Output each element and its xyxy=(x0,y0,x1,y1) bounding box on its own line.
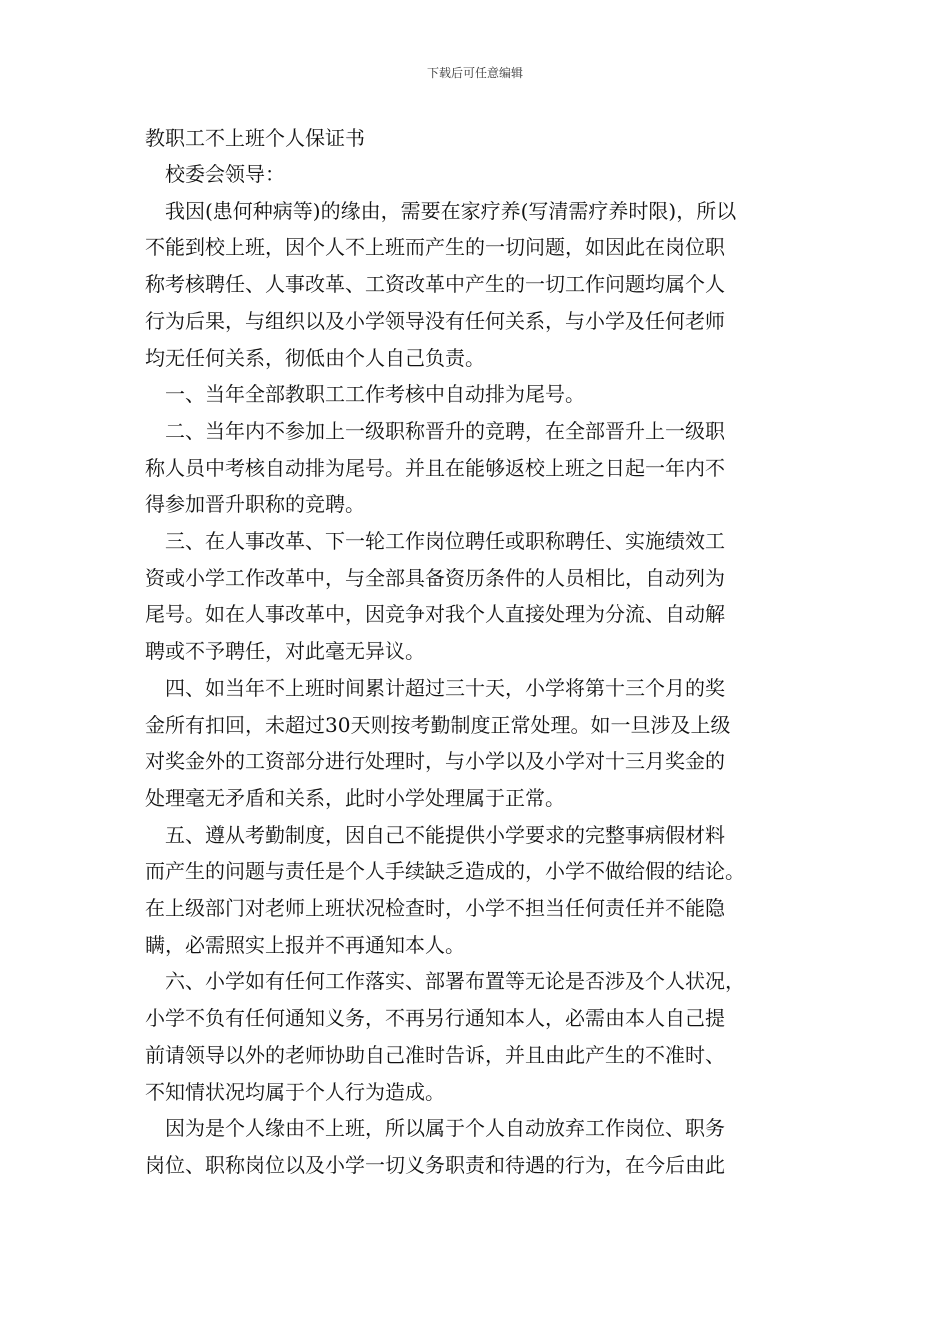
paragraph-line: 不知情状况均属于个人行为造成。 xyxy=(145,1079,445,1104)
paragraph-line: 尾号。如在人事改革中，因竞争对我个人直接处理为分流、自动解 xyxy=(145,602,725,627)
page-header: 下载后可任意编辑 xyxy=(426,66,523,80)
paragraph-line: 称人员中考核自动排为尾号。并且在能够返校上班之日起一年内不 xyxy=(145,455,725,480)
paragraph-line: 不能到校上班，因个人不上班而产生的一切问题，如因此在岗位职 xyxy=(145,235,725,260)
paragraph-2 xyxy=(145,376,810,413)
paragraph-7 xyxy=(145,963,810,1110)
paragraph-line: 资或小学工作改革中，与全部具备资历条件的人员相比，自动列为 xyxy=(145,565,725,590)
paragraph-line: 四、如当年不上班时间累计超过三十天，小学将第十三个月的奖 xyxy=(165,675,725,700)
paragraph-line: 在上级部门对老师上班状况检查时，小学不担当任何责任并不能隐 xyxy=(145,896,725,921)
paragraph-line: 聘或不予聘任，对此毫无异议。 xyxy=(145,639,425,664)
paragraph-1 xyxy=(145,193,810,377)
paragraph-line: 处理毫无矛盾和关系，此时小学处理属于正常。 xyxy=(145,785,565,810)
document-body xyxy=(145,120,810,1184)
paragraph-line: 三、在人事改革、下一轮工作岗位聘任或职称聘任、实施绩效工 xyxy=(165,529,725,554)
paragraph-line: 小学不负有任何通知义务，不再另行通知本人，必需由本人自己提 xyxy=(145,1006,725,1031)
paragraph-3 xyxy=(145,413,810,523)
paragraph-5 xyxy=(145,670,810,817)
paragraph-line: 因为是个人缘由不上班，所以属于个人自动放弃工作岗位、职务 xyxy=(165,1116,725,1141)
paragraph-line: 金所有扣回，未超过30天则按考勤制度正常处理。如一旦涉及上级 xyxy=(145,712,731,737)
paragraph-6 xyxy=(145,817,810,964)
paragraph-line: 得参加晋升职称的竞聘。 xyxy=(145,492,365,517)
paragraph-line: 均无任何关系，彻低由个人自己负责。 xyxy=(145,345,485,370)
paragraph-line: 前请领导以外的老师协助自己准时告诉，并且由此产生的不准时、 xyxy=(145,1042,725,1067)
paragraph-line: 一、当年全部教职工工作考核中自动排为尾号。 xyxy=(165,382,585,407)
document-title: 教职工不上班个人保证书 xyxy=(145,126,365,150)
paragraph-line: 对奖金外的工资部分进行处理时，与小学以及小学对十三月奖金的 xyxy=(145,749,725,774)
paragraph-line: 我因(患何种病等)的缘由，需要在家疗养(写清需疗养时限)，所以 xyxy=(165,198,737,223)
paragraph-line: 五、遵从考勤制度，因自己不能提供小学要求的完整事病假材料 xyxy=(165,822,725,847)
paragraph-line: 岗位、职称岗位以及小学一切义务职责和待遇的行为，在今后由此 xyxy=(145,1152,725,1177)
paragraph-line: 六、小学如有任何工作落实、部署布置等无论是否涉及个人状况， xyxy=(165,969,745,994)
paragraph-line: 瞒，必需照实上报并不再通知本人。 xyxy=(145,932,465,957)
paragraph-line: 而产生的问题与责任是个人手续缺乏造成的，小学不做给假的结论。 xyxy=(145,859,745,884)
salutation: 校委会领导： xyxy=(165,162,285,186)
paragraph-line: 二、当年内不参加上一级职称晋升的竞聘，在全部晋升上一级职 xyxy=(165,418,725,443)
paragraph-line: 称考核聘任、人事改革、工资改革中产生的一切工作问题均属个人 xyxy=(145,272,725,297)
paragraph-line: 行为后果，与组织以及小学领导没有任何关系，与小学及任何老师 xyxy=(145,308,725,333)
paragraph-8 xyxy=(145,1110,810,1183)
paragraph-4 xyxy=(145,523,810,670)
